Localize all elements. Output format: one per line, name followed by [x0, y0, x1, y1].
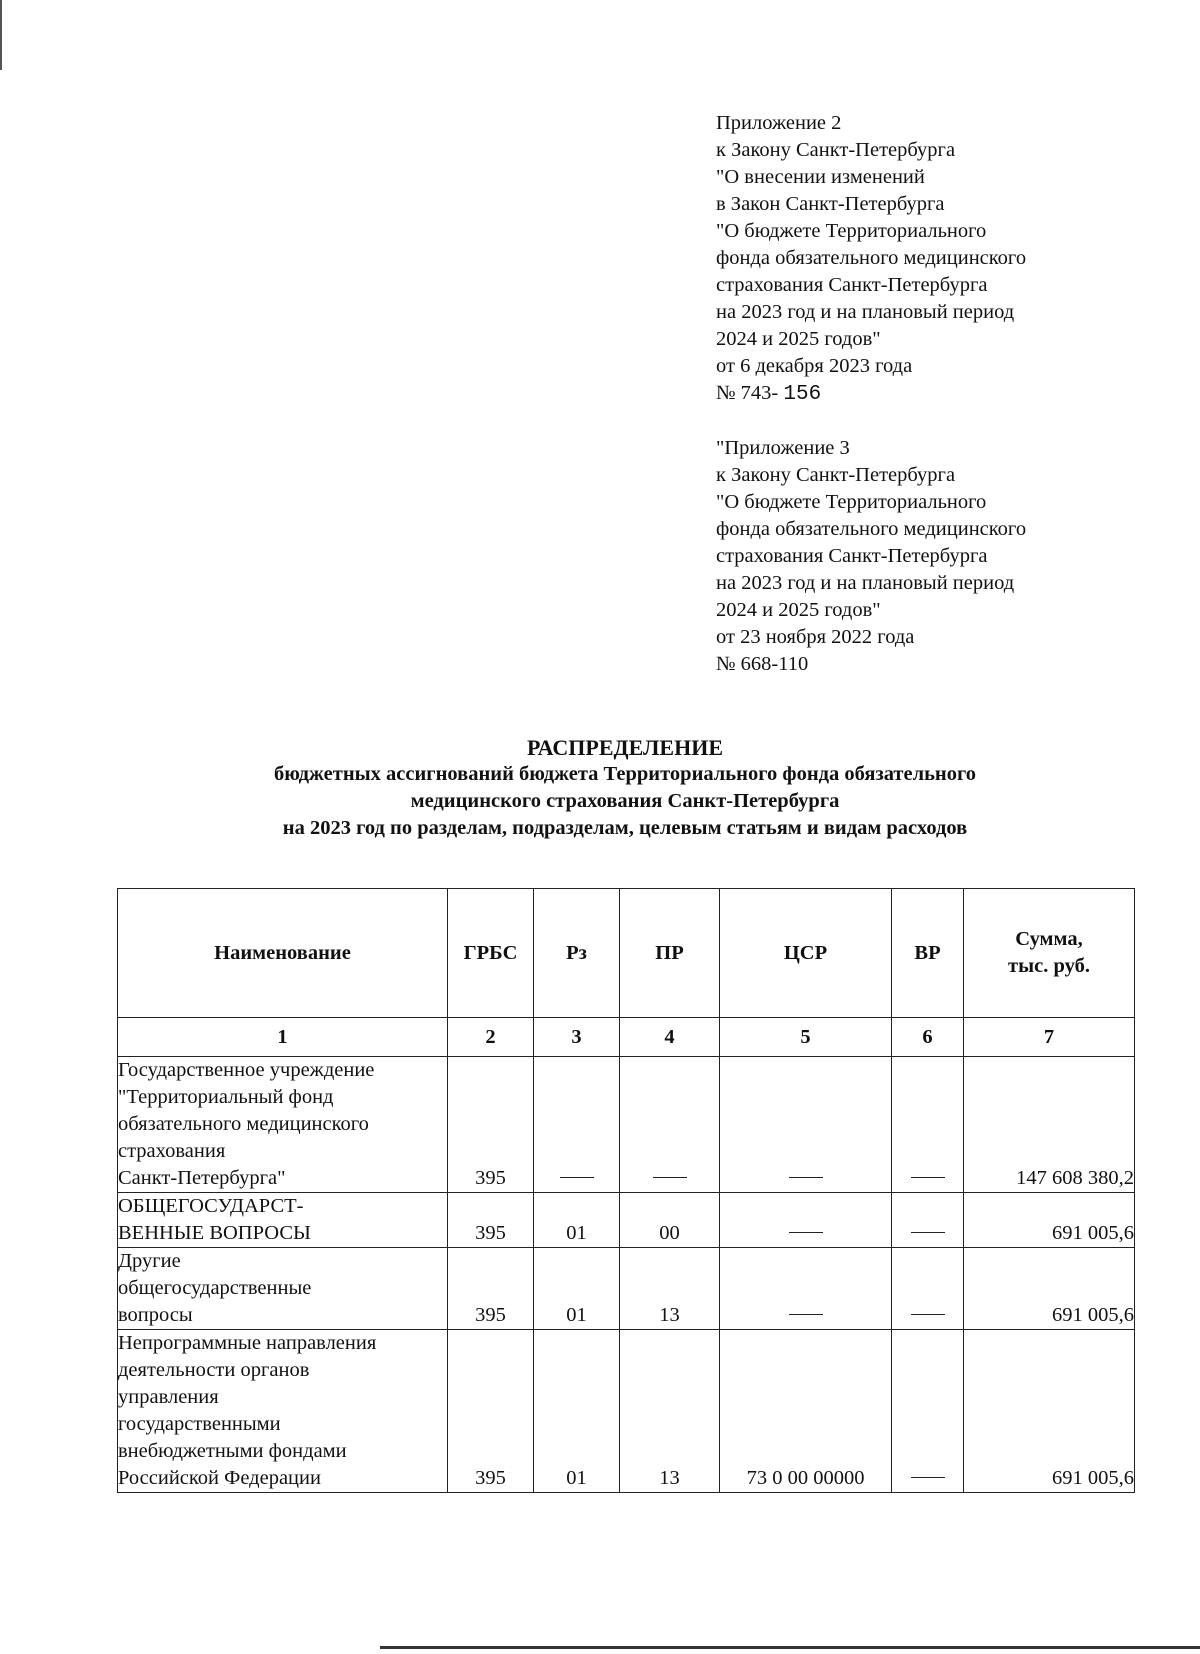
annex-line: на 2023 год и на плановый период	[716, 301, 1015, 323]
law-number	[716, 380, 1026, 408]
title-heading: РАСПРЕДЕЛЕНИЕ	[526, 735, 723, 760]
annex-line: "О внесении изменений	[716, 166, 925, 188]
row-name-line: внебюджетными фондами	[118, 1440, 347, 1462]
column-number: 6	[892, 1018, 964, 1057]
table-row	[118, 1057, 1135, 1193]
annex-line: "Приложение 3	[716, 437, 850, 459]
dash-mark	[653, 1177, 687, 1178]
dash-mark	[789, 1232, 823, 1233]
title-line: на 2023 год по разделам, подразделам, целевым статьям и видам расходов	[282, 817, 968, 839]
header-rz: Рз	[534, 889, 620, 1018]
scan-bottom-edge	[380, 1646, 1200, 1649]
cell-rz: 01	[534, 1193, 620, 1248]
annex-original-block	[716, 435, 1026, 678]
row-name-line: Российской Федерации	[118, 1467, 321, 1489]
cell-pr: 13	[620, 1248, 720, 1330]
cell-vr-empty	[892, 1248, 964, 1330]
law-number-value: 156	[783, 383, 822, 406]
header-sum-line: тыс. руб.	[1008, 955, 1090, 977]
cell-vr-empty	[892, 1330, 964, 1493]
cell-csr: 73 0 00 00000	[720, 1330, 892, 1493]
row-name	[118, 1193, 448, 1248]
cell-vr-empty	[892, 1057, 964, 1193]
dash-mark	[911, 1314, 945, 1315]
cell-grbs: 395	[448, 1248, 534, 1330]
column-number-row	[118, 1018, 1135, 1057]
row-name-line: ВЕННЫЕ ВОПРОСЫ	[118, 1222, 311, 1244]
header-csr: ЦСР	[720, 889, 892, 1018]
row-name-line: страхования	[118, 1140, 226, 1162]
row-name-line: Государственное учреждение	[118, 1059, 375, 1081]
annex-line: № 668-110	[716, 653, 809, 675]
annex-line: к Закону Санкт-Петербурга	[716, 464, 956, 486]
column-number: 1	[118, 1018, 448, 1057]
table-row	[118, 1330, 1135, 1493]
row-name-line: общегосударственные	[118, 1277, 312, 1299]
annex-line: к Закону Санкт-Петербурга	[716, 139, 956, 161]
dash-mark	[911, 1232, 945, 1233]
cell-rz: 01	[534, 1248, 620, 1330]
annex-line: в Закон Санкт-Петербурга	[716, 193, 945, 215]
annex-line: от 6 декабря 2023 года	[716, 355, 913, 377]
budget-table	[117, 888, 1135, 1493]
row-name-line: деятельности органов	[118, 1359, 310, 1381]
column-number: 3	[534, 1018, 620, 1057]
header-sum-line: Сумма,	[1015, 928, 1083, 950]
row-name	[118, 1248, 448, 1330]
scan-edge-mark	[0, 0, 2, 70]
law-number-prefix: № 743-	[716, 382, 784, 404]
dash-mark	[560, 1177, 594, 1178]
annex-line: страхования Санкт-Петербурга	[716, 274, 988, 296]
cell-pr-empty	[620, 1057, 720, 1193]
cell-grbs: 395	[448, 1193, 534, 1248]
annex-line: 2024 и 2025 годов"	[716, 599, 881, 621]
annex-line: страхования Санкт-Петербурга	[716, 545, 988, 567]
title-line: медицинского страхования Санкт-Петербурга	[410, 790, 840, 812]
annex-line: фонда обязательного медицинского	[716, 518, 1027, 540]
row-name-line: "Территориальный фонд	[118, 1086, 334, 1108]
header-sum	[964, 889, 1135, 1018]
column-number: 5	[720, 1018, 892, 1057]
row-name-line: Непрограммные направления	[118, 1332, 377, 1354]
annex-line: Приложение 2	[716, 112, 842, 134]
row-name-line: государственными	[118, 1413, 281, 1435]
row-name-line: вопросы	[118, 1304, 193, 1326]
annex-line: от 23 ноября 2022 года	[716, 626, 915, 648]
annex-line: 2024 и 2025 годов"	[716, 328, 881, 350]
row-name-line: Санкт-Петербурга"	[118, 1167, 286, 1189]
cell-rz: 01	[534, 1330, 620, 1493]
row-name-line: обязательного медицинского	[118, 1113, 369, 1135]
cell-grbs: 395	[448, 1330, 534, 1493]
dash-mark	[911, 1477, 945, 1478]
cell-rz-empty	[534, 1057, 620, 1193]
dash-mark	[789, 1314, 823, 1315]
cell-vr-empty	[892, 1193, 964, 1248]
cell-pr: 00	[620, 1193, 720, 1248]
table-header-row	[118, 889, 1135, 1018]
header-grbs: ГРБС	[448, 889, 534, 1018]
cell-csr-empty	[720, 1057, 892, 1193]
header-vr: ВР	[892, 889, 964, 1018]
cell-sum: 691 005,6	[964, 1193, 1135, 1248]
row-name-line: ОБЩЕГОСУДАРСТ-	[118, 1195, 304, 1217]
cell-csr-empty	[720, 1248, 892, 1330]
annex-line: фонда обязательного медицинского	[716, 247, 1027, 269]
row-name	[118, 1330, 448, 1493]
header-pr: ПР	[620, 889, 720, 1018]
cell-csr-empty	[720, 1193, 892, 1248]
annex-line: "О бюджете Территориального	[716, 491, 987, 513]
document-title	[100, 734, 1150, 842]
cell-pr: 13	[620, 1330, 720, 1493]
header-name: Наименование	[118, 889, 448, 1018]
table-row	[118, 1248, 1135, 1330]
annex-line: "О бюджете Территориального	[716, 220, 987, 242]
column-number: 4	[620, 1018, 720, 1057]
column-number: 2	[448, 1018, 534, 1057]
row-name-line: управления	[118, 1386, 219, 1408]
cell-sum: 147 608 380,2	[964, 1057, 1135, 1193]
dash-mark	[911, 1177, 945, 1178]
cell-sum: 691 005,6	[964, 1330, 1135, 1493]
annex-amendment-block	[716, 110, 1026, 408]
table-row	[118, 1193, 1135, 1248]
title-line: бюджетных ассигнований бюджета Территориального фонда обязательного	[273, 763, 977, 785]
cell-sum: 691 005,6	[964, 1248, 1135, 1330]
annex-line: на 2023 год и на плановый период	[716, 572, 1015, 594]
dash-mark	[789, 1177, 823, 1178]
row-name-line: Другие	[118, 1250, 181, 1272]
cell-grbs: 395	[448, 1057, 534, 1193]
row-name	[118, 1057, 448, 1193]
column-number: 7	[964, 1018, 1135, 1057]
